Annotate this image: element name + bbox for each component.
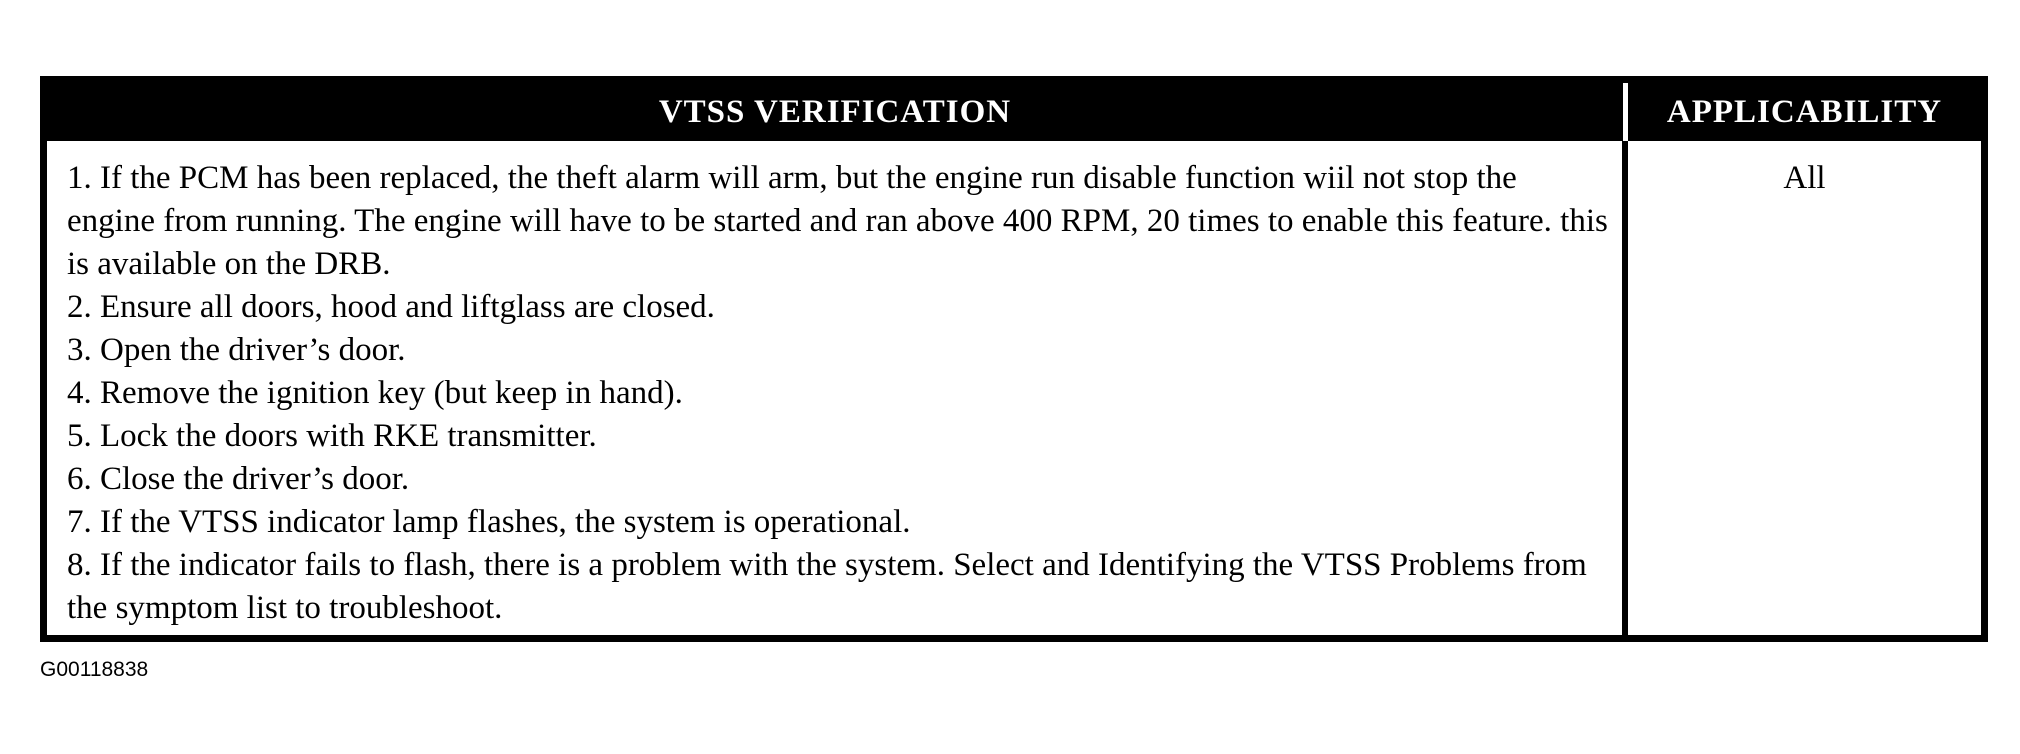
header-applicability: APPLICABILITY <box>1628 83 1981 141</box>
applicability-cell <box>1628 141 1981 635</box>
header-vtss-verification: VTSS VERIFICATION <box>47 83 1628 141</box>
step-item: 3. Open the driver’s door. <box>67 332 406 368</box>
step-item: 2. Ensure all doors, hood and liftglass are closed. <box>67 289 715 325</box>
applicability-value: All <box>1783 160 1826 196</box>
step-item: 7. If the VTSS indicator lamp flashes, the system is operational. <box>67 504 911 540</box>
verification-steps-cell <box>47 141 1628 635</box>
step-item: 5. Lock the doors with RKE transmitter. <box>67 418 597 454</box>
vtss-verification-table <box>40 76 1988 642</box>
step-item: 8. If the indicator fails to flash, there is a problem with the system. Select and Identifying the VTSS Problems from the symptom list to troubleshoot. <box>67 547 1587 626</box>
step-item: 1. If the PCM has been replaced, the theft alarm will arm, but the engine run disable function wiil not stop the engine from running. The engine will have to be started and ran above 400 RPM, 20 times to enable this feature. this is available on the DRB. <box>67 160 1608 282</box>
figure-id: G00118838 <box>40 658 149 681</box>
step-item: 6. Close the driver’s door. <box>67 461 410 497</box>
step-item: 4. Remove the ignition key (but keep in hand). <box>67 375 683 411</box>
